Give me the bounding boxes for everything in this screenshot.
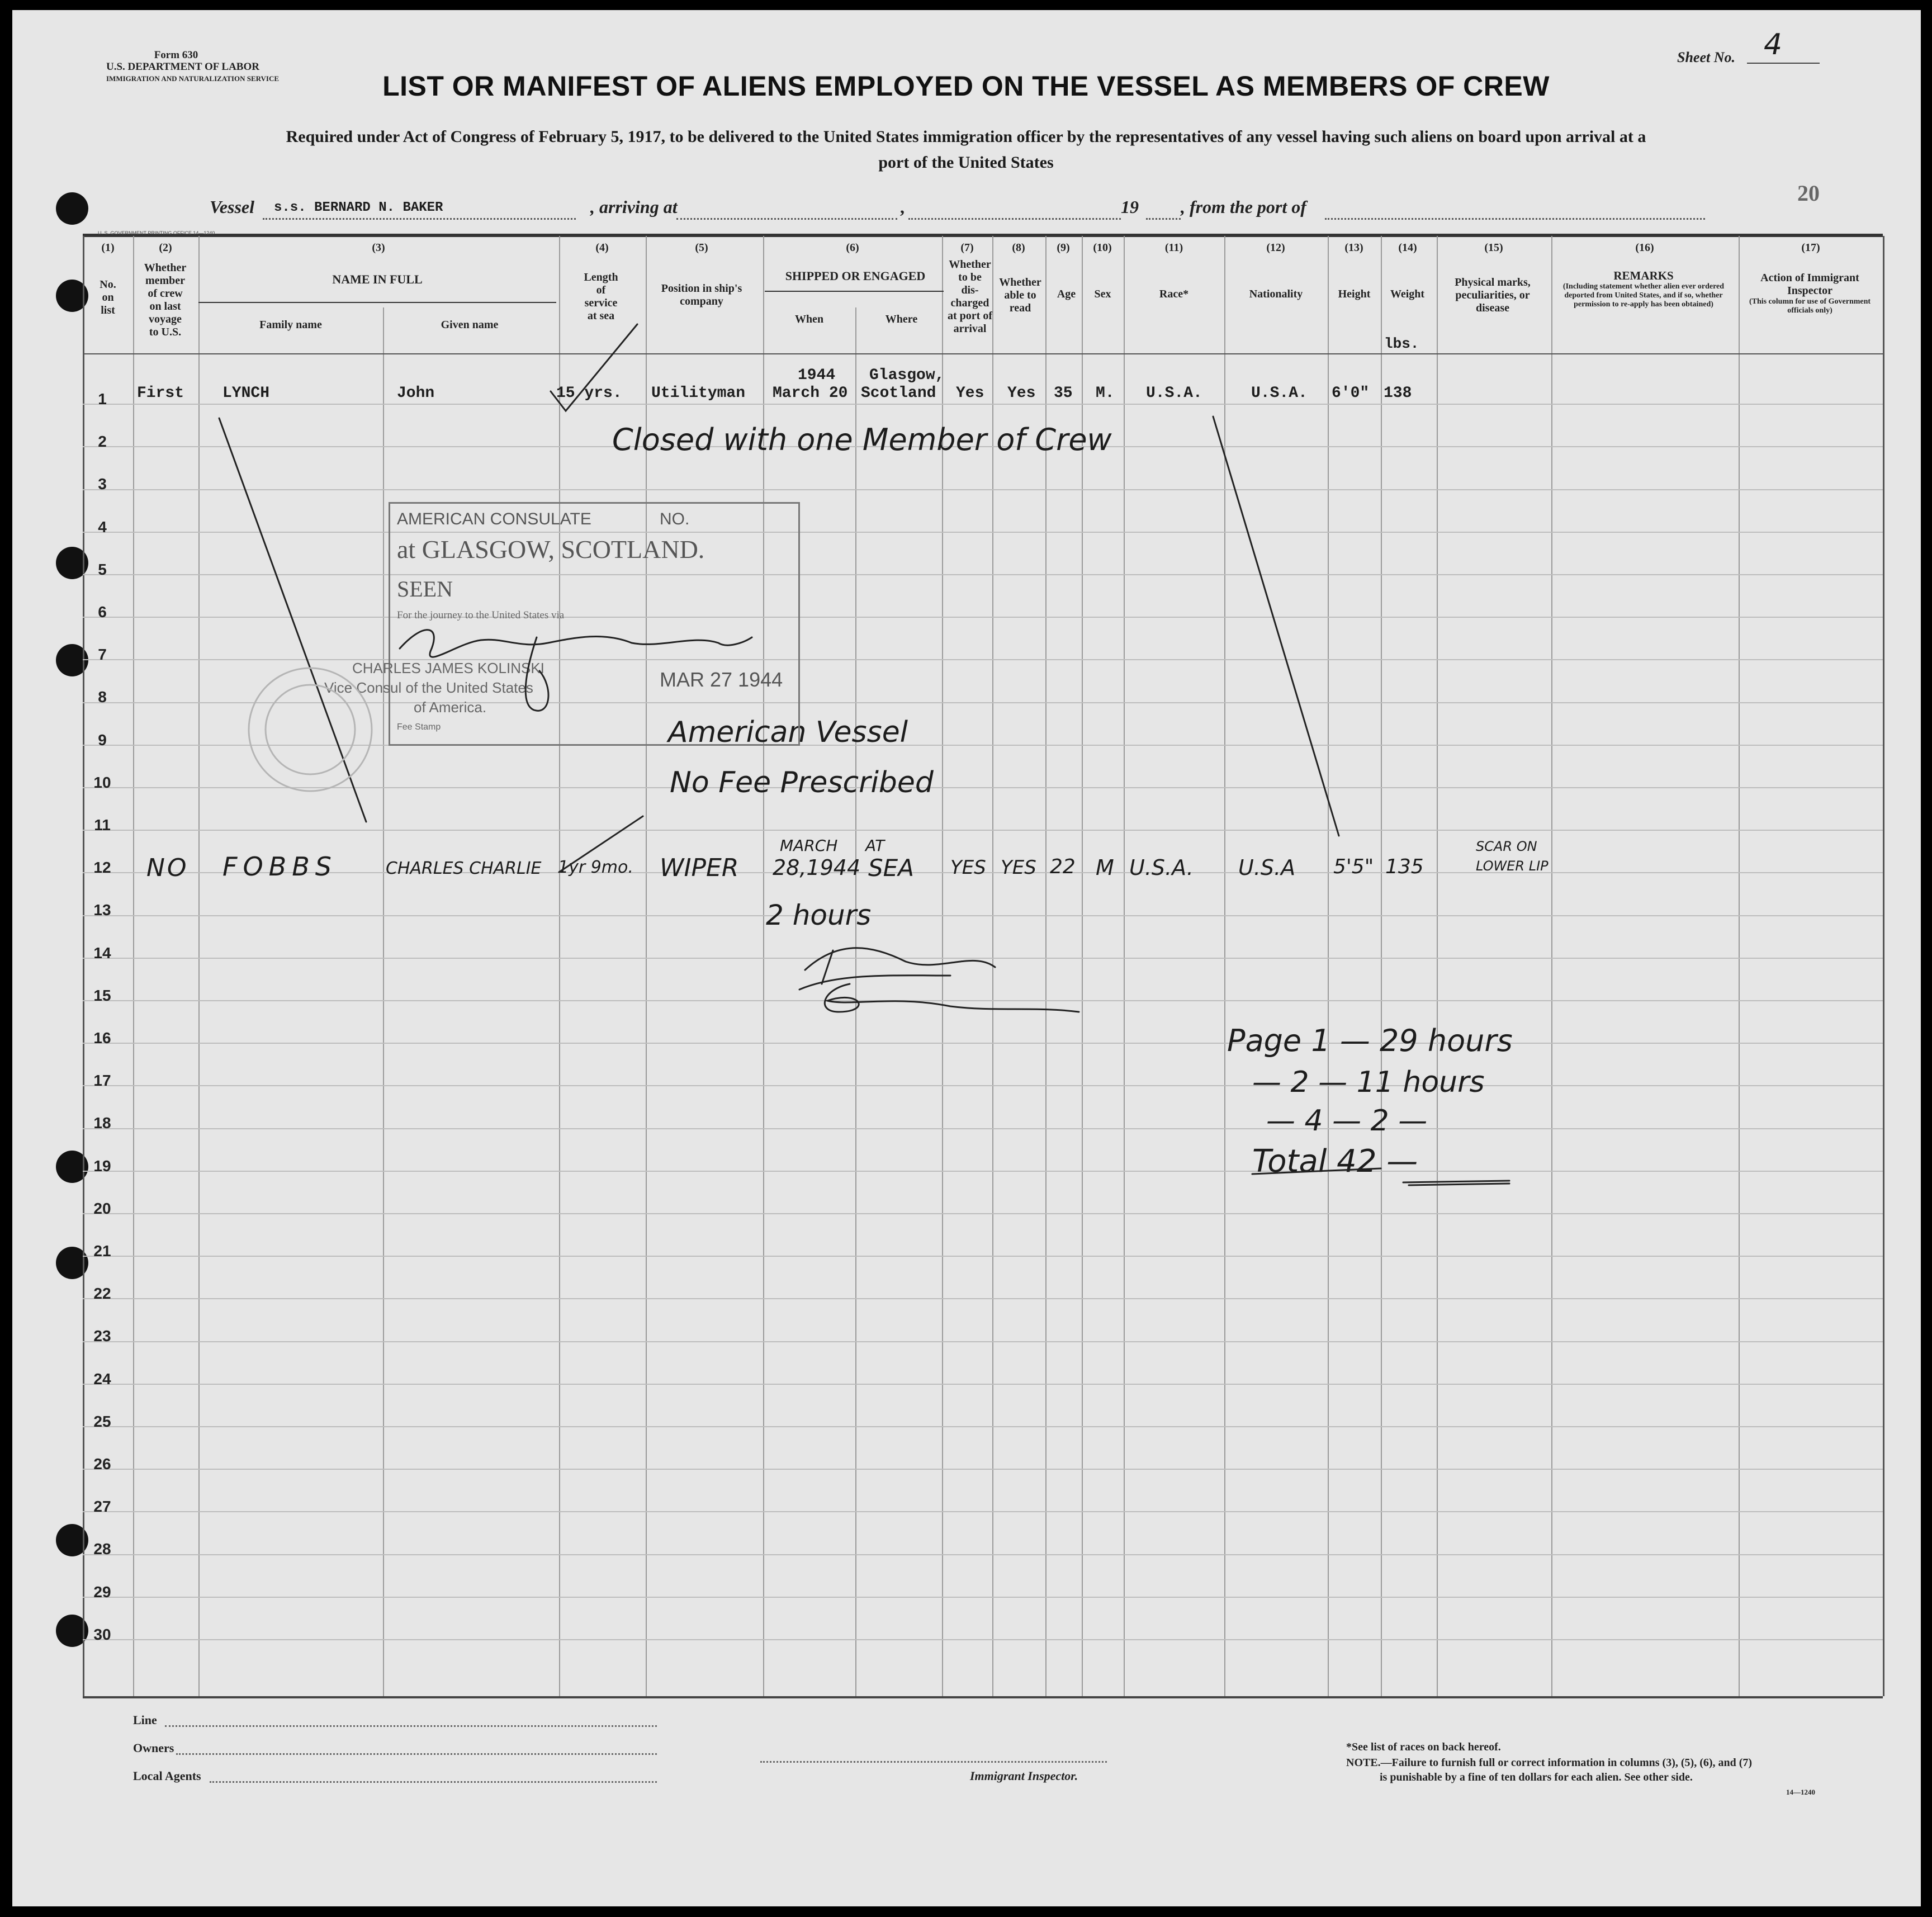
row1-age: 35 [1054,385,1073,402]
row1-weight: 138 [1384,385,1412,402]
stamp-officer-name: CHARLES JAMES KOLINSKI [352,660,544,676]
col4-line4: at sea [587,310,615,322]
col7-line3: dis- [961,284,979,296]
col17-line2: Inspector [1787,285,1833,297]
column-number: (4) [595,242,609,254]
printing-office-note: U. S. GOVERNMENT PRINTING OFFICE 14—1240 [98,230,215,236]
row1-crew: First [137,385,184,402]
row12-where-sea: SEA [868,854,914,882]
row-number: 1 [98,390,107,408]
col9-header: Age [1057,288,1076,300]
tally-line-3: — 4 — 2 — [1266,1104,1428,1138]
total-underline [1252,1168,1509,1182]
subtitle-line-2: port of the United States [878,153,1054,172]
stamp-no: NO. [660,510,690,528]
no-fee-note: No Fee Prescribed [670,766,934,799]
row-number: 8 [98,688,107,706]
stamp-city: at GLASGOW, SCOTLAND. [397,535,705,564]
col16-note: (Including statement whether alien ever ordered deported from United States, and if so, whether permission to re-apply has been obtained) [1562,282,1725,309]
col2-line1: Whether [144,262,187,274]
hours-note: 2 hours [766,899,872,931]
row1-discharged: Yes [956,385,984,402]
row12-tick [559,816,643,872]
col2-line2: member [145,274,186,287]
col11-header: Race* [1159,288,1189,300]
col7-line1: Whether [949,258,991,271]
row12-age: 22 [1050,855,1076,878]
closed-note: Closed with one Member of Crew [612,422,1112,457]
strike-line-right [1213,416,1339,836]
row1-service: 15 yrs. [556,385,622,402]
col13-header: Height [1338,288,1371,300]
column-number: (5) [695,242,708,254]
stamp-fee: Fee Stamp [397,722,441,732]
row12-position: WIPER [660,854,739,882]
weight-unit: lbs. [1384,335,1419,352]
row12-height: 5'5" [1333,855,1374,878]
stamp-journey: For the journey to the United States via [397,609,565,621]
tally-line-1: Page 1 — 29 hours [1227,1023,1513,1058]
row-number: 17 [93,1072,111,1089]
row12-race: U.S.A. [1129,855,1194,880]
col16-title: REMARKS [1613,269,1674,282]
row-number: 4 [98,518,107,536]
form-code: 14—1240 [1786,1788,1815,1796]
row12-when-month: MARCH [780,836,838,855]
vessel-name: s.s. BERNARD N. BAKER [274,200,443,215]
when-header: When [794,313,824,325]
arriving-at-label: , arriving at [590,197,678,217]
embossed-seal [249,668,372,791]
row1-read: Yes [1007,385,1036,402]
row-number: 21 [93,1242,111,1260]
page-title: LIST OR MANIFEST OF ALIENS EMPLOYED ON THE VESSEL AS MEMBERS OF CREW [382,70,1550,102]
col6-header: SHIPPED OR ENGAGED [785,269,926,283]
row-number: 10 [93,774,111,791]
row1-height: 6'0" [1332,385,1370,402]
row-number: 15 [93,987,111,1004]
col7-line6: arrival [953,323,987,335]
race-note: *See list of races on back hereof. [1346,1741,1501,1753]
owners-field [176,1753,657,1755]
tally-line-4: Total 42 — [1252,1143,1418,1180]
column-number: (1) [101,242,115,254]
col4-line3: service [584,297,618,309]
col2-line4: on last [149,300,181,313]
column-number: (14) [1398,242,1417,254]
col8-line2: able to [1004,289,1036,301]
stamp-consulate: AMERICAN CONSULATE [397,510,591,528]
col2-line6: to U.S. [149,326,182,338]
column-number: (15) [1484,242,1503,254]
row12-given: CHARLES CHARLIE [386,859,542,878]
row12-nationality: U.S.A [1238,855,1296,880]
local-agents-field [210,1781,657,1783]
strike-line-left [219,418,366,822]
col8-line3: read [1009,302,1031,314]
sheet-number-label: Sheet No. [1677,49,1735,65]
col5-line2: company [680,295,723,307]
vessel-label: Vessel [210,197,254,217]
row1-when-year: 1944 [798,367,836,384]
row1-position: Utilityman [651,385,746,402]
row12-weight: 135 [1385,855,1424,878]
row-number: 5 [98,561,107,578]
row12-marks-line2: LOWER LIP [1476,858,1549,874]
column-number: (7) [960,242,974,254]
row1-family: LYNCH [222,385,270,402]
row12-discharged: YES [950,856,986,879]
row1-where-city: Glasgow, [869,367,945,384]
row-number: 23 [93,1327,111,1345]
col5-line1: Position in ship's [661,282,742,295]
american-vessel-note: American Vessel [668,716,908,749]
col14-header: Weight [1390,288,1425,300]
column-number: (17) [1801,242,1820,254]
row12-family: FOBBS [222,851,337,882]
from-port-label: , from the port of [1181,197,1306,217]
row12-read: YES [1001,856,1036,879]
col4-line2: of [596,284,606,296]
col12-header: Nationality [1249,288,1303,300]
consul-signature [400,630,752,657]
signature-loop [525,637,548,711]
sheet-number-value: 4 [1764,28,1783,61]
comma: , [900,197,905,217]
row-number: 24 [93,1370,111,1388]
line-label: Line [133,1713,157,1727]
row-number: 25 [93,1413,111,1430]
row-number: 29 [93,1583,111,1601]
subtitle-line-1: Required under Act of Congress of February 5, 1917, to be delivered to the United States immigration officer by the representatives of any vessel having such aliens on board upon arrival at a [286,127,1646,146]
stamped-number: 20 [1797,181,1820,206]
col15-line3: disease [1476,302,1509,314]
row1-when-date: March 20 [773,385,848,402]
row12-service: 1yr 9mo. [558,858,633,877]
penalty-note-1: NOTE.—Failure to furnish full or correct information in columns (3), (5), (6), and (7) [1346,1757,1753,1769]
row1-sex: M. [1096,385,1115,402]
col2-line5: voyage [149,313,182,325]
col10-header: Sex [1094,288,1111,300]
col17-note: (This column for use of Government officials only) [1749,297,1871,315]
form-number: Form 630 [154,49,198,61]
row-number: 12 [93,859,111,876]
column-number: (3) [372,242,385,254]
col1-line3: list [101,304,115,316]
column-number: (2) [159,242,172,254]
row-number: 3 [98,475,107,493]
inspector-label: Immigrant Inspector. [970,1769,1078,1783]
row-number: 26 [93,1455,111,1473]
row-number: 6 [98,603,107,621]
where-header: Where [885,313,918,325]
col15-line2: peculiarities, or [1455,289,1530,301]
row12-when-date: 28,1944 [773,855,861,880]
row-number: 27 [93,1498,111,1515]
column-number: (13) [1344,242,1363,254]
col7-line5: at port of [948,310,992,322]
inspector-signature-2 [799,950,950,990]
column-number: (16) [1635,242,1654,254]
column-number: (6) [846,242,859,254]
year-prefix: 19 [1121,197,1139,217]
col1-line2: on [102,291,114,304]
row-number: 22 [93,1285,111,1302]
row-number: 28 [93,1540,111,1558]
row1-race: U.S.A. [1146,385,1202,402]
col15-line1: Physical marks, [1455,276,1531,288]
row12-where-at: AT [865,836,885,855]
row-number: 18 [93,1114,111,1132]
row12-marks-line1: SCAR ON [1476,839,1537,854]
row-number: 13 [93,901,111,919]
column-number: (9) [1057,242,1070,254]
service: IMMIGRATION AND NATURALIZATION SERVICE [106,74,280,83]
local-agents-label: Local Agents [133,1769,201,1783]
row-number: 16 [93,1029,111,1047]
row-number: 30 [93,1626,111,1643]
row-number: 2 [98,433,107,450]
row1-nationality: U.S.A. [1251,385,1308,402]
row12-crew: NO [146,854,189,882]
stamp-officer-title: Vice Consul of the United States [324,679,533,696]
penalty-note-2: is punishable by a fine of ten dollars for each alien. See other side. [1380,1771,1693,1783]
checkmark [551,324,637,411]
given-name-header: Given name [441,319,499,331]
stamp-seen: SEEN [397,576,453,602]
embossed-seal-inner [266,685,355,774]
row-number: 20 [93,1200,111,1217]
owners-label: Owners [133,1741,174,1755]
total-double-underline [1409,1184,1509,1185]
col8-line1: Whether [999,276,1041,288]
stamp-date: MAR 27 1944 [660,668,783,691]
row-number: 7 [98,646,107,663]
row1-given: John [397,385,435,402]
column-number: (8) [1012,242,1025,254]
col4-line1: Length [584,271,618,283]
line-field [165,1725,657,1727]
inspector-field [760,1761,1107,1763]
column-number: (12) [1266,242,1285,254]
col1-line1: No. [100,278,116,291]
col2-line3: of crew [148,287,183,300]
col7-line2: to be [958,271,982,283]
inspector-signature-3 [825,984,1079,1012]
column-number: (10) [1093,242,1112,254]
column-number: (11) [1164,242,1183,254]
row1-where-country: Scotland [861,385,936,402]
family-name-header: Family name [259,319,322,331]
col7-line4: charged [950,297,989,309]
row-number: 9 [98,731,107,749]
col17-line1: Action of Immigrant [1760,272,1859,284]
row-number: 14 [93,944,111,962]
row-number: 11 [94,816,111,834]
department: U.S. DEPARTMENT OF LABOR [106,61,259,73]
tally-line-2: — 2 — 11 hours [1252,1066,1485,1099]
row-number: 19 [93,1157,111,1175]
row12-sex: M [1096,855,1114,880]
stamp-officer-country: of America. [414,699,487,716]
col3-header: NAME IN FULL [332,272,423,286]
